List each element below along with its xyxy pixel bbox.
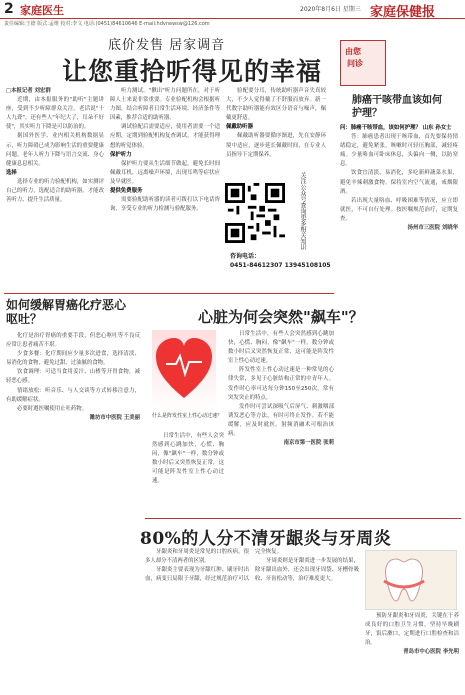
signature: 扬州市三医院 刘晓华: [407, 225, 458, 232]
paragraph: 牙周炎则是牙龈炎进一步发展的结果，除牙龈出血外，还会出现牙周袋、牙槽骨吸收、牙齿松动等，治疗难度更大。: [255, 558, 359, 583]
paragraph: 预防牙龈炎和牙周炎，关键在于养成良好的口腔卫生习惯，坚持早晚刷牙，饭后漱口，定期进行口腔检查和洁治。: [365, 613, 459, 647]
paragraph: 近期，由本报服务的"助听"主题讲座，受到不少听障群众关注。老话说"十人九聋"，还有些人"年纪大了，耳朵不好使"，其实听力下降是可以防治的。: [6, 97, 104, 131]
paragraph: 必要时遵医嘱使用止吐药物。: [17, 405, 88, 412]
paragraph: 牙龈炎和牙周炎是常见的口腔疾病，很多人却分不清两者的区别。: [145, 549, 249, 565]
feature-kicker: 底价发售 居家调音: [108, 38, 226, 53]
subheading: 选择: [6, 169, 17, 176]
signature: 青岛市中心医院 李先明: [403, 649, 459, 656]
paragraph: 验配要分耳，传统助听器声音失真较大，不少人觉得戴了不舒服而放弃。新一代数字助听器能有效区分语音与噪声，佩戴更舒适。: [226, 88, 326, 122]
paragraph: 调试验配后需要适应，使用者需要一个适应期，定期到验配机构复查调试，才能获得理想的听觉体验。: [110, 124, 220, 149]
heart-illustration: [152, 330, 216, 412]
section-name: 家庭保健报: [370, 5, 436, 20]
question-title: 肺癌干咳带血该如何护理？: [352, 95, 442, 119]
section-title: 如何缓解胃癌化疗恶心呕吐？: [6, 298, 127, 326]
editor-contact: 责任编辑:王德 版式:孟维 校对:李文 电话:(0451)84610646 E-mail:hdvnewsw@126.com: [4, 21, 210, 27]
paragraph: 日常生活中，有些人会突然感到心跳加快，心慌、胸闷，像"飙车"一样，数分钟或数小时后又突然恢复正常，这可能是阵发性室上性心动过速。: [228, 331, 334, 365]
paragraph: 化疗是治疗胃癌的重要手段，但恶心呕吐等不良反应常让患者痛苦不堪。: [6, 333, 140, 349]
gum-article-end: [365, 612, 459, 690]
issue-date: 2020年8月6日 星期三: [300, 6, 361, 13]
column-logo-text: 由您: [345, 47, 361, 56]
heart-article: [228, 330, 334, 510]
paragraph: 选择专业的听力验配机构，如实测评自己的听力，选配适合的助听器，才能改善听力、提升生活质量。: [6, 178, 104, 204]
paragraph: 保护听力要从生活细节做起，避免长时间佩戴耳机，远离噪声环境，出现耳鸣等症状应及早就医。: [110, 160, 220, 185]
paragraph: 少食多餐：化疗期间应少量多次进食，选择清淡、易消化的食物，避免过甜、过油腻的食物。: [6, 351, 140, 367]
qr-code[interactable]: [225, 182, 285, 244]
tooth-illustration: [365, 550, 457, 610]
paragraph: 饮食宜清淡、易消化，多吃新鲜蔬菜水果，避免辛辣刺激食物。保持室内空气流通，戒烟限酒。: [340, 170, 458, 195]
gastric-article: [6, 332, 140, 512]
paragraph: 听力测试。"揪出"听力问题所在，对于听障人士来说非常重要。专业验配机构会根据听力图，结合听障者日常生活环境、经济条件等因素，推荐合适的助听器。: [110, 88, 220, 122]
section-title: 心脏为何会突然"飙车"？: [198, 308, 364, 326]
image-caption: 什么是阵发性室上性心动过速？: [152, 413, 223, 419]
page-name: 家庭医生: [20, 4, 64, 17]
page-number: 2: [4, 1, 14, 17]
qr-caption: 关注公众号查询更多相关知识: [299, 172, 306, 250]
paragraph: 情绪放松：听音乐、与人交谈等方式转移注意力，有助缓解症状。: [6, 387, 140, 403]
subheading: 提供免费服务: [110, 188, 143, 195]
subheading: 佩戴助听器: [226, 124, 253, 131]
section-title: 80%的人分不清牙龈炎与牙周炎: [140, 529, 392, 549]
tooth-icon: [366, 551, 456, 609]
paragraph: 佩戴助听器要循序渐进，先在安静环境中适应，逐步延长佩戴时间，在专业人员指导下定期保养。: [226, 133, 326, 158]
signature: 潍坊市中医院 王美丽: [89, 414, 140, 421]
gum-article: [145, 548, 359, 688]
feature-column-1: [6, 87, 104, 285]
paragraph: 需要验配助听器的读者可拨打以下电话咨询，享受专业的听力检测与验配服务。: [110, 197, 220, 213]
paragraph: 阵发性室上性心动过速是一种常见的心律失常，多见于心脏结构正常的中青年人。发作时心率可达每分钟150至250次，常有突发突止的特点。: [228, 367, 334, 401]
paragraph: 饮食调理：可适当食用姜汁、山楂等开胃食物，减轻恶心感。: [6, 369, 140, 385]
paragraph: 日常生活中，有些人会突然感到心跳加快，心慌、胸闷，像"飙车"一样，数分钟或数小时后又突然恢复正常，这可能是阵发性室上性心动过速。: [152, 433, 224, 485]
question-text: 问：肺癌干咳带血，该如何护理？ 山东 孙女士: [340, 125, 452, 131]
subheading: 保护听力: [110, 151, 132, 158]
qa-column: [340, 124, 458, 436]
signature: 南京市第一医院 张莉: [283, 440, 334, 447]
hotline-label: 咨询电话：: [230, 253, 261, 260]
heart-icon: [152, 330, 216, 412]
byline: □本报记者 刘宏群: [6, 88, 51, 94]
section-divider: [145, 518, 461, 519]
feature-column-3: [226, 87, 326, 177]
hotline-numbers: 0451-84612307 13945108105: [230, 262, 331, 269]
paragraph: 答：肺癌患者出现干咳带血，首先要保持情绪稳定，避免紧张。咳嗽时可轻压胸部，减轻疼痛。少量咯血可卧床休息，头偏向一侧，以防窒息。: [340, 134, 458, 168]
paragraph: 若出现大量咯血、呼吸困难等情况，应立即就医，不可自行处理。按医嘱规范治疗，定期复查。: [340, 197, 458, 222]
feature-headline: 让您重拾听得见的幸福: [62, 57, 323, 86]
paragraph: 发作时可尝试深吸气后屏气、刺激咽部诱发恶心等方法，有时可终止发作。若不能缓解，应及时就医。射频消融术可根治该病。: [228, 403, 334, 438]
feature-column-2: [110, 87, 220, 285]
column-logo-text: 问诊: [347, 59, 363, 68]
paragraph: 据国外医学、业内相关机构数据显示，听力障碍已成为影响生活的重要健康问题。老年人听力下降与语言交流、身心健康息息相关。: [6, 133, 104, 167]
masthead-strip: [0, 0, 465, 19]
section-divider: [4, 293, 334, 294]
paragraph: 牙龈炎主要表现为牙龈红肿、刷牙时出血，病变只局限于牙龈，经过规范治疗可以完全恢复。: [145, 549, 282, 583]
heart-article-continued: [152, 432, 224, 512]
